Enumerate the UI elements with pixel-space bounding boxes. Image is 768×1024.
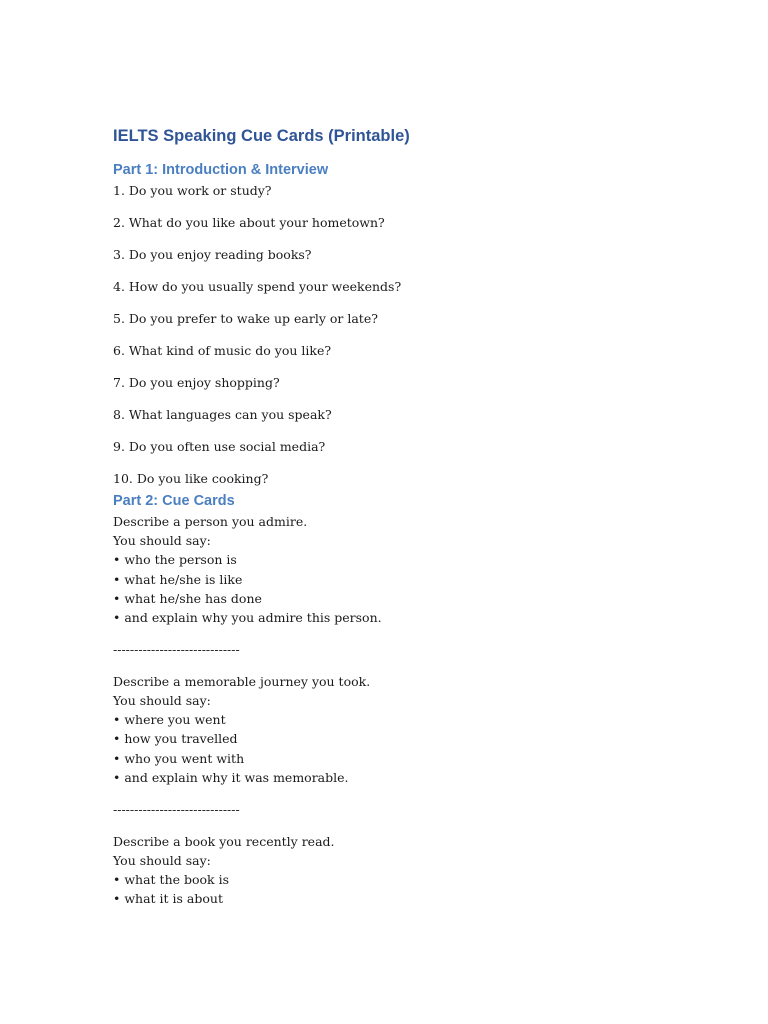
document-title: IELTS Speaking Cue Cards (Printable): [113, 127, 410, 145]
cue-card-book: [113, 832, 673, 909]
part2-heading: Part 2: Cue Cards: [113, 493, 235, 509]
question-item: 7. Do you enjoy shopping?: [113, 375, 280, 390]
question-item: 6. What kind of music do you like?: [113, 343, 332, 358]
card-separator: ------------------------------: [113, 641, 240, 657]
part1-question-list: [113, 181, 673, 488]
cue-card-bullet: • and explain why it was memorable.: [113, 769, 349, 785]
question-item: 5. Do you prefer to wake up early or late?: [113, 311, 378, 326]
cue-card-prompt: Describe a book you recently read.: [113, 833, 335, 849]
question-item: 3. Do you enjoy reading books?: [113, 247, 312, 262]
cue-card-bullet: • what it is about: [113, 891, 223, 907]
question-item: 4. How do you usually spend your weekends?: [113, 279, 402, 294]
cue-card-bullet: • and explain why you admire this person.: [113, 609, 382, 625]
question-item: 1. Do you work or study?: [113, 183, 272, 198]
cue-card-prompt: Describe a person you admire.: [113, 514, 308, 529]
card-separator: ------------------------------: [113, 801, 240, 817]
cue-card-should-say: You should say:: [113, 853, 211, 868]
question-item: 2. What do you like about your hometown?: [113, 215, 385, 230]
cue-card-bullet: • what the book is: [113, 872, 230, 888]
cue-card-bullet: • what he/she has done: [113, 590, 262, 606]
cue-card-bullet: • what he/she is like: [113, 571, 243, 587]
cue-card-bullet: • who you went with: [113, 750, 245, 766]
cue-card-bullet: • how you travelled: [113, 731, 238, 747]
question-item: 9. Do you often use social media?: [113, 439, 326, 454]
document-page: [113, 122, 673, 909]
part1-heading: Part 1: Introduction & Interview: [113, 162, 329, 178]
cue-card-bullet: • who the person is: [113, 552, 237, 568]
question-item: 10. Do you like cooking?: [113, 471, 269, 486]
cue-card-journey: [113, 672, 673, 787]
cue-card-prompt: Describe a memorable journey you took.: [113, 673, 371, 689]
question-item: 8. What languages can you speak?: [113, 407, 332, 422]
cue-card-person: [113, 512, 673, 627]
cue-card-should-say: You should say:: [113, 533, 211, 549]
cue-card-should-say: You should say:: [113, 693, 211, 709]
cue-card-bullet: • where you went: [113, 712, 226, 728]
